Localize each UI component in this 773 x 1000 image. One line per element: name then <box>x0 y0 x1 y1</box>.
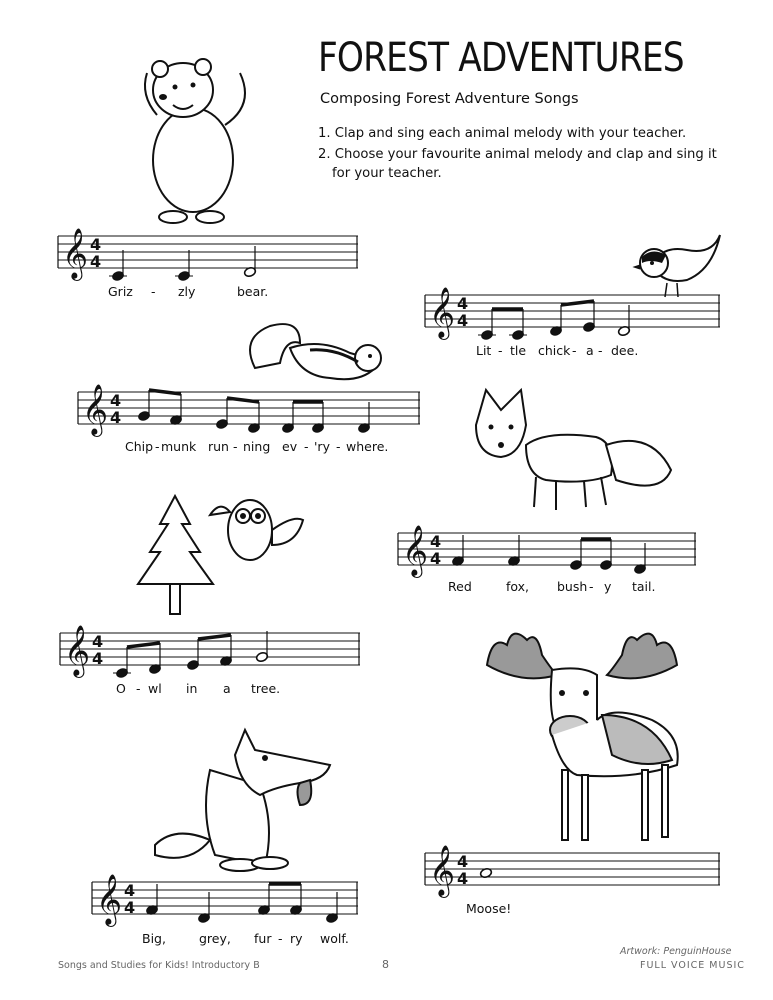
lyric-hyphen: - <box>304 439 309 454</box>
lyric-hyphen: - <box>498 343 503 358</box>
time-signature-bottom: 4 <box>110 408 122 427</box>
lyric-syllable: 'ry <box>314 439 330 454</box>
time-signature-top: 4 <box>90 235 102 254</box>
fox-illustration <box>466 385 676 515</box>
lyric-hyphen: - <box>598 343 603 358</box>
time-signature-top: 4 <box>457 852 469 871</box>
lyric-syllable: tree. <box>251 681 281 696</box>
time-signature-top: 4 <box>92 632 104 651</box>
lyric-hyphen: - <box>233 439 238 454</box>
lyric-syllable: ning <box>243 439 271 454</box>
artwork-credit: Artwork: PenguinHouse <box>620 946 732 957</box>
staff-owl <box>60 613 360 683</box>
staff-wolf <box>92 862 358 932</box>
treble-clef-icon: 𝄞 <box>96 874 123 925</box>
owl-illustration <box>208 490 308 565</box>
lyric-syllable: fox, <box>506 579 530 594</box>
lyric-syllable: Lit <box>476 343 492 358</box>
lyric-syllable: chick <box>538 343 571 358</box>
lyric-syllable: Griz <box>108 284 133 299</box>
time-signature-top: 4 <box>110 391 122 410</box>
publisher-logo: FULL VOICE MUSIC <box>640 960 745 971</box>
lyric-hyphen: - <box>136 681 141 696</box>
bear-illustration <box>135 55 265 225</box>
staff-fox <box>398 513 696 583</box>
lyric-syllable: ev <box>282 439 298 454</box>
lyric-hyphen: - <box>336 439 341 454</box>
time-signature-bottom: 4 <box>92 649 104 668</box>
time-signature-bottom: 4 <box>430 549 442 568</box>
note-beam <box>227 398 259 402</box>
lyric-syllable: dee. <box>611 343 639 358</box>
lyric-syllable: a <box>223 681 231 696</box>
lyric-syllable: tle <box>510 343 527 358</box>
note-beam <box>561 301 594 305</box>
treble-clef-icon: 𝄞 <box>82 384 109 435</box>
lyric-syllable: ry <box>290 931 303 946</box>
lyric-syllable: Chip <box>125 439 154 454</box>
wolf-illustration <box>150 725 335 875</box>
lyric-syllable: fur <box>254 931 272 946</box>
lyric-syllable: wolf. <box>320 931 349 946</box>
page-subtitle: Composing Forest Adventure Songs <box>320 91 579 107</box>
staff-grizzly <box>58 216 358 286</box>
lyric-hyphen: - <box>572 343 577 358</box>
lyric-syllable: a <box>586 343 594 358</box>
lyric-syllable: run <box>208 439 229 454</box>
lyric-syllable: in <box>186 681 198 696</box>
staff-chipmunk <box>78 372 420 442</box>
time-signature-bottom: 4 <box>90 252 102 271</box>
lyric-syllable: Big, <box>142 931 166 946</box>
note-beam <box>198 635 231 639</box>
lyric-syllable: grey, <box>199 931 231 946</box>
time-signature-bottom: 4 <box>124 898 136 917</box>
lyric-syllable: zly <box>178 284 196 299</box>
lyric-syllable: bush <box>557 579 588 594</box>
lyric-syllable: tail. <box>632 579 656 594</box>
instruction-1: 1. Clap and sing each animal melody with your teacher. <box>318 126 687 141</box>
lyric-hyphen: - <box>278 931 283 946</box>
footer-book-title: Songs and Studies for Kids! Introductory B <box>58 960 260 971</box>
page-title: FOREST ADVENTURES <box>318 35 684 81</box>
lyric-syllable: O <box>116 681 126 696</box>
time-signature-top: 4 <box>430 532 442 551</box>
treble-clef-icon: 𝄞 <box>429 287 456 338</box>
treble-clef-icon: 𝄞 <box>62 228 89 279</box>
instruction-2: 2. Choose your favourite animal melody and clap and sing it for your teacher. <box>318 147 717 181</box>
lyric-syllable: bear. <box>237 284 269 299</box>
lyric-syllable: where. <box>346 439 389 454</box>
time-signature-top: 4 <box>457 294 469 313</box>
lyric-syllable: y <box>604 579 612 594</box>
note-beam <box>149 390 181 394</box>
time-signature-bottom: 4 <box>457 311 469 330</box>
staff-chickadee <box>425 275 720 345</box>
note-beam <box>127 643 160 647</box>
lyric-syllable: wl <box>148 681 162 696</box>
page-number: 8 <box>382 958 389 971</box>
lyric-hyphen: - <box>155 439 160 454</box>
lyric-syllable: Red <box>448 579 472 594</box>
lyric-hyphen: - <box>589 579 594 594</box>
time-signature-top: 4 <box>124 881 136 900</box>
treble-clef-icon: 𝄞 <box>402 525 429 576</box>
treble-clef-icon: 𝄞 <box>64 625 91 676</box>
time-signature-bottom: 4 <box>457 869 469 888</box>
staff-moose <box>425 833 720 903</box>
moose-illustration <box>482 625 682 845</box>
lyric-syllable: munk <box>161 439 197 454</box>
lyric-syllable: Moose! <box>466 901 512 916</box>
treble-clef-icon: 𝄞 <box>429 845 456 896</box>
lyric-hyphen: - <box>151 284 156 299</box>
